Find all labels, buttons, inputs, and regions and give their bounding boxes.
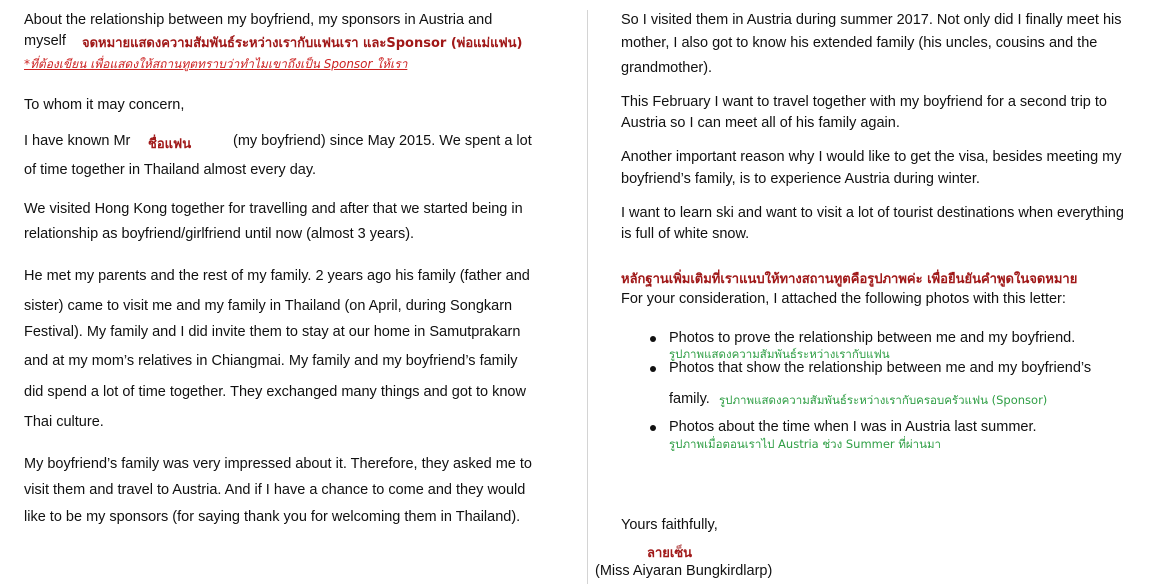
closing: Yours faithfully,	[621, 517, 718, 533]
p1-line2: of time together in Thailand almost every day.	[24, 162, 317, 178]
r-p4-line2: is full of white snow.	[621, 226, 750, 242]
p3-line6: Thai culture.	[24, 414, 104, 430]
r-p2-line2: Austria so I can meet all of his family again.	[621, 115, 900, 131]
signature-placeholder: ลายเซ็น	[647, 546, 693, 561]
bullet-3-text: Photos about the time when I was in Austria last summer.	[669, 419, 1037, 435]
r-p4-line1: I want to learn ski and want to visit a lot of tourist destinations when everything	[621, 205, 1124, 221]
printed-name: (Miss Aiyaran Bungkirdlarp)	[595, 563, 773, 579]
bullet-dot-3	[650, 425, 656, 431]
letter-subject-line2: myself	[24, 33, 66, 49]
r-p1-line3: grandmother).	[621, 60, 713, 76]
bullet-3-thai: รูปภาพเมื่อตอนเราไป Austria ช่วง Summer ที่ผ่านมา	[669, 437, 941, 451]
thai-evidence-note: หลักฐานเพิ่มเติมที่เราแนบให้ทางสถานทูตคือรูปภาพค่ะ เพื่อยืนยันคำพูดในจดหมาย	[621, 272, 1078, 287]
thai-header-note: จดหมายแสดงความสัมพันธ์ระหว่างเรากับแฟนเรา และSponsor (พ่อแม่แฟน)	[82, 36, 523, 51]
p3-line5: did spend a lot of time together. They exchanged many things and got to know	[24, 384, 526, 400]
p2-line2: relationship as boyfriend/girlfriend until now (almost 3 years).	[24, 226, 415, 242]
p1-line1b: (my boyfriend) since May 2015. We spent a lot	[233, 133, 532, 149]
consideration-line: For your consideration, I attached the following photos with this letter:	[621, 291, 1066, 307]
p2-line1: We visited Hong Kong together for travelling and after that we started being in	[24, 201, 523, 217]
p1-line1a: I have known Mr	[24, 133, 131, 149]
p4-line1: My boyfriend’s family was very impressed about it. Therefore, they asked me to	[24, 456, 532, 472]
bullet-2-text-cont: family.	[669, 391, 710, 407]
p3-line4: and at my mom’s relatives in Chiangmai. My family and my boyfriend’s family	[24, 353, 518, 369]
p3-line1: He met my parents and the rest of my family. 2 years ago his family (father and	[24, 268, 530, 284]
p3-line3: Festival). My family and I did invite them to stay at our home in Samutprakarn	[24, 324, 521, 340]
r-p2-line1: This February I want to travel together with my boyfriend for a second trip to	[621, 94, 1107, 110]
letter-subject-line1: About the relationship between my boyfriend, my sponsors in Austria and	[24, 12, 493, 28]
r-p3-line2: boyfriend’s family, is to experience Austria during winter.	[621, 171, 980, 187]
p4-line3: like to be my sponsors (for saying thank you for welcoming them in Thailand).	[24, 509, 521, 525]
bullet-1-text: Photos to prove the relationship between me and my boyfriend.	[669, 330, 1076, 346]
r-p1-line1: So I visited them in Austria during summer 2017. Not only did I finally meet his	[621, 12, 1122, 28]
p4-line2: visit them and travel to Austria. And if I have a chance to come and they would	[24, 482, 526, 498]
bullet-dot-1	[650, 336, 656, 342]
r-p1-line2: mother, I also got to know his extended family (his uncles, cousins and the	[621, 35, 1098, 51]
bullet-1-thai: รูปภาพแสดงความสัมพันธ์ระหว่างเรากับแฟน	[669, 347, 890, 361]
column-divider	[587, 10, 588, 584]
p3-line2: sister) came to visit me and my family in Thailand (on April, during Songkarn	[24, 298, 513, 314]
thai-sponsor-note: *ที่ต้องเขียน เพื่อแสดงให้สถานทูตทราบว่าทำไมเขาถึงเป็น Sponsor ให้เรา	[24, 57, 408, 71]
bullet-2-thai: รูปภาพแสดงความสัมพันธ์ระหว่างเรากับครอบครัวแฟน (Sponsor)	[719, 393, 1048, 407]
bullet-dot-2	[650, 366, 656, 372]
r-p3-line1: Another important reason why I would like to get the visa, besides meeting my	[621, 149, 1122, 165]
greeting: To whom it may concern,	[24, 97, 185, 113]
bullet-2-text: Photos that show the relationship between me and my boyfriend’s	[669, 360, 1092, 376]
boyfriend-name-placeholder: ชื่อแฟน	[148, 137, 192, 152]
